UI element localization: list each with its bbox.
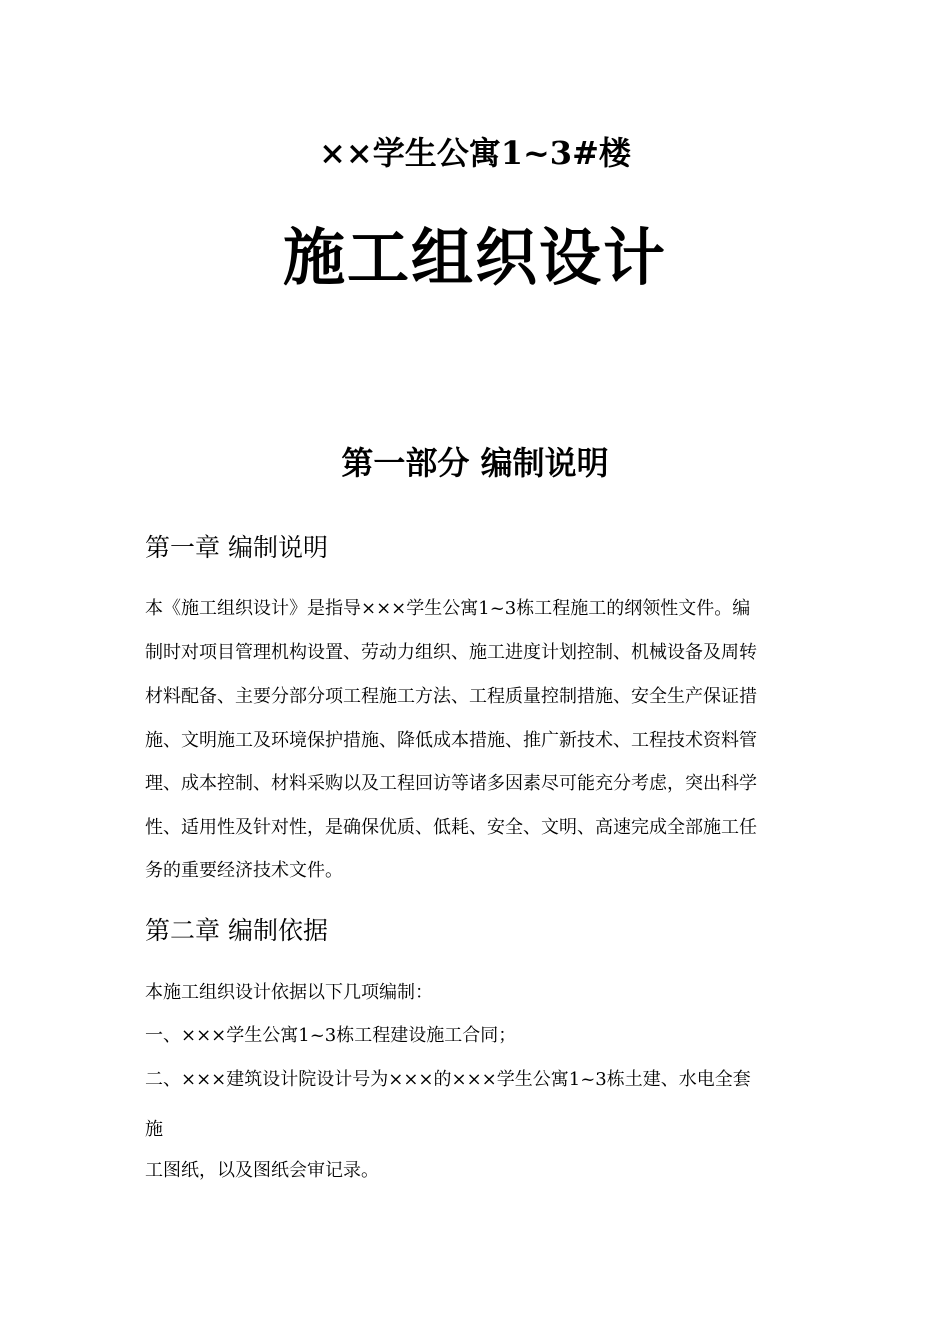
basis-item-2-line: 工图纸，以及图纸会审记录。 bbox=[145, 1160, 379, 1181]
chapter-1-paragraph-line: 务的重要经济技术文件。 bbox=[145, 860, 343, 881]
chapter-1-paragraph-line: 制时对项目管理机构设置、劳动力组织、施工进度计划控制、机械设备及周转 bbox=[145, 642, 757, 663]
chapter-1-paragraph-line: 施、文明施工及环境保护措施、降低成本措施、推广新技术、工程技术资料管 bbox=[145, 730, 757, 751]
chapter-1-heading: 第一章 编制说明 bbox=[145, 533, 328, 562]
part-title: 第一部分 编制说明 bbox=[341, 444, 609, 482]
document-subtitle: ××学生公寓1~3#楼 bbox=[319, 134, 631, 172]
chapter-1-paragraph-line: 理、成本控制、材料采购以及工程回访等诸多因素尽可能充分考虑，突出科学 bbox=[145, 773, 757, 794]
chapter-1-paragraph-line: 材料配备、主要分部分项工程施工方法、工程质量控制措施、安全生产保证措 bbox=[145, 686, 757, 707]
basis-item-2-line: 施 bbox=[145, 1119, 163, 1140]
chapter-1-paragraph-line: 本《施工组织设计》是指导×××学生公寓1~3栋工程施工的纲领性文件。编 bbox=[145, 598, 751, 619]
document-main-title: 施工组织设计 bbox=[282, 221, 667, 294]
basis-item-2-line: 二、×××建筑设计院设计号为×××的×××学生公寓1~3栋土建、水电全套 bbox=[145, 1069, 751, 1090]
basis-item-1: 一、×××学生公寓1~3栋工程建设施工合同； bbox=[145, 1025, 517, 1046]
chapter-1-paragraph-line: 性、适用性及针对性，是确保优质、低耗、安全、文明、高速完成全部施工任 bbox=[145, 817, 757, 838]
chapter-2-heading: 第二章 编制依据 bbox=[145, 916, 328, 945]
chapter-2-intro: 本施工组织设计依据以下几项编制： bbox=[145, 982, 433, 1003]
